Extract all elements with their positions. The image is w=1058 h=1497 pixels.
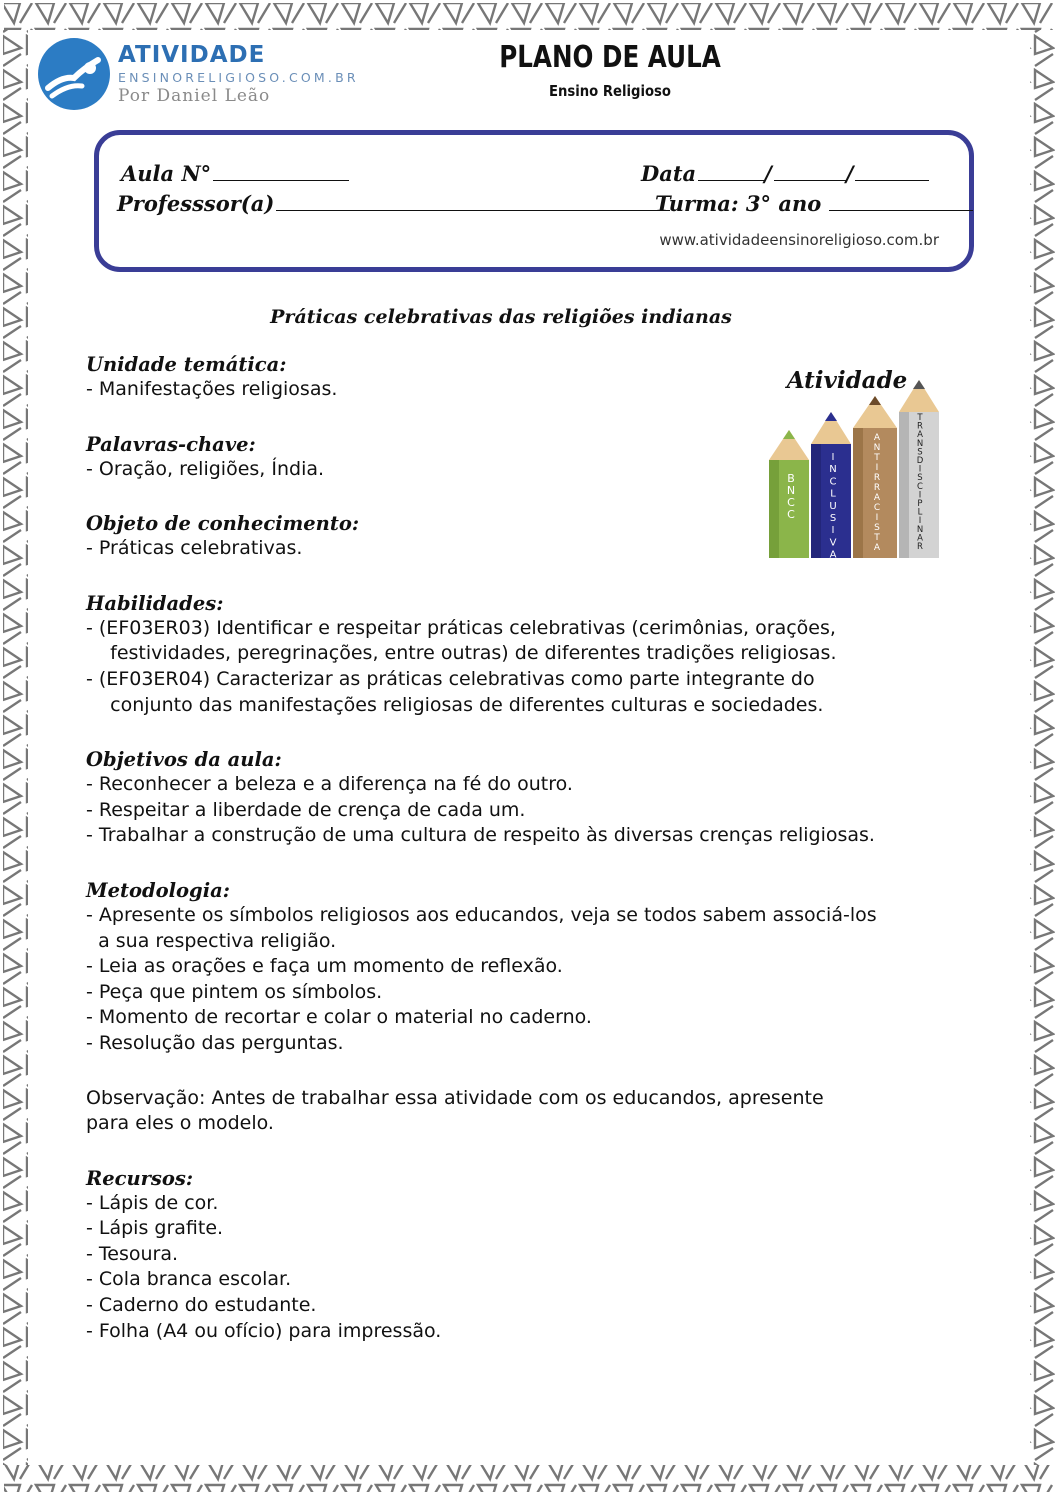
section-line: - Manifestações religiosas. (86, 378, 338, 400)
turma-blank[interactable] (829, 209, 973, 211)
section-heading: Habilidades: (86, 591, 224, 615)
badge-title: Atividade (786, 367, 908, 394)
section-heading: Metodologia: (86, 878, 230, 902)
section-heading: Objetivos da aula: (86, 748, 282, 772)
section-line: - Resolução das perguntas. (86, 1031, 344, 1054)
section-line: - Lápis de cor. (86, 1191, 219, 1214)
year-blank[interactable] (855, 179, 929, 181)
section-line: festividades, peregrinações, entre outras) de diferentes tradições religiosas. (86, 642, 837, 665)
section-objeto (86, 511, 946, 562)
turma-field (655, 191, 973, 216)
site-logo (38, 38, 368, 110)
section-metodologia (86, 878, 946, 1057)
section-heading: Unidade temática: (86, 353, 287, 376)
pencil-label: B N C C (786, 472, 796, 521)
date-separator: / (845, 161, 854, 186)
website-text: www.atividadeensinoreligioso.com.br (659, 231, 939, 249)
month-blank[interactable] (774, 179, 846, 181)
section-unidade (86, 352, 946, 403)
pencil-label: T R A N S D I S C I P L I N A R (916, 413, 924, 552)
pencil-label: I N C L U S I V A (829, 452, 837, 560)
section-habilidades (86, 591, 946, 718)
logo-author: Por Daniel Leão (118, 86, 271, 106)
header-form-box (94, 130, 974, 272)
data-label: Data (641, 161, 697, 186)
section-line: para eles o modelo. (86, 1112, 274, 1135)
section-line: - Tesoura. (86, 1242, 179, 1265)
logo-hands-icon (38, 38, 110, 110)
section-line: - (EF03ER03) Identificar e respeitar práticas celebrativas (cerimônias, orações, (86, 616, 836, 639)
lesson-title: Práticas celebrativas das religiões indianas (270, 306, 732, 328)
section-line: a sua respectiva religião. (86, 929, 337, 952)
section-line: - Peça que pintem os símbolos. (86, 980, 383, 1003)
section-line: Observação: Antes de trabalhar essa atividade com os educandos, apresente (86, 1086, 824, 1109)
professor-field[interactable] (117, 191, 670, 216)
section-objetivos (86, 747, 946, 849)
section-heading: Palavras-chave: (86, 432, 256, 456)
document-title: PLANO DE AULA (499, 40, 721, 75)
pencil-label: A N T I R R A C I S T A (873, 433, 881, 553)
aula-label: Aula N° (121, 161, 212, 186)
turma-label: Turma: 3° ano (655, 191, 822, 216)
section-line: - Trabalhar a construção de uma cultura de respeito às diversas crenças religiosas. (86, 824, 875, 847)
aula-blank[interactable] (213, 179, 349, 181)
document-subtitle: Ensino Religioso (548, 82, 671, 100)
logo-subtitle: ENSINORELIGIOSO.COM.BR (118, 70, 359, 85)
aula-field[interactable] (121, 161, 349, 186)
section-heading: Recursos: (86, 1166, 194, 1190)
section-line: - Oração, religiões, Índia. (86, 457, 325, 480)
section-line: - Reconhecer a beleza e a diferença na fé do outro. (86, 773, 573, 796)
professor-label: Professsor(a) (117, 191, 275, 216)
section-line: - Leia as orações e faça um momento de reflexão. (86, 955, 563, 978)
section-line: - Caderno do estudante. (86, 1294, 317, 1317)
lesson-content (86, 352, 946, 1344)
section-line: - Folha (A4 ou ofício) para impressão. (86, 1319, 442, 1342)
section-palavras (86, 432, 946, 483)
logo-title: ATIVIDADE (118, 42, 266, 68)
date-separator: / (764, 161, 772, 186)
day-blank[interactable] (698, 179, 764, 181)
section-heading: Objeto de conhecimento: (86, 512, 360, 536)
section-line: - Práticas celebrativas. (86, 537, 303, 560)
section-line: conjunto das manifestações religiosas de diferentes culturas e sociedades. (86, 693, 824, 716)
professor-blank[interactable] (276, 209, 670, 211)
section-recursos (86, 1166, 946, 1345)
section-line: - Lápis grafite. (86, 1217, 224, 1240)
data-field[interactable] (641, 161, 929, 186)
section-line: - Cola branca escolar. (86, 1268, 292, 1291)
section-line: - Momento de recortar e colar o material no caderno. (86, 1006, 592, 1029)
section-line: - (EF03ER04) Caracterizar as práticas celebrativas como parte integrante do (86, 667, 815, 690)
section-line: - Apresente os símbolos religiosos aos educandos, veja se todos sabem associá-los (86, 903, 877, 926)
section-observacao (86, 1086, 946, 1137)
section-line: - Respeitar a liberdade de crença de cada um. (86, 798, 526, 821)
